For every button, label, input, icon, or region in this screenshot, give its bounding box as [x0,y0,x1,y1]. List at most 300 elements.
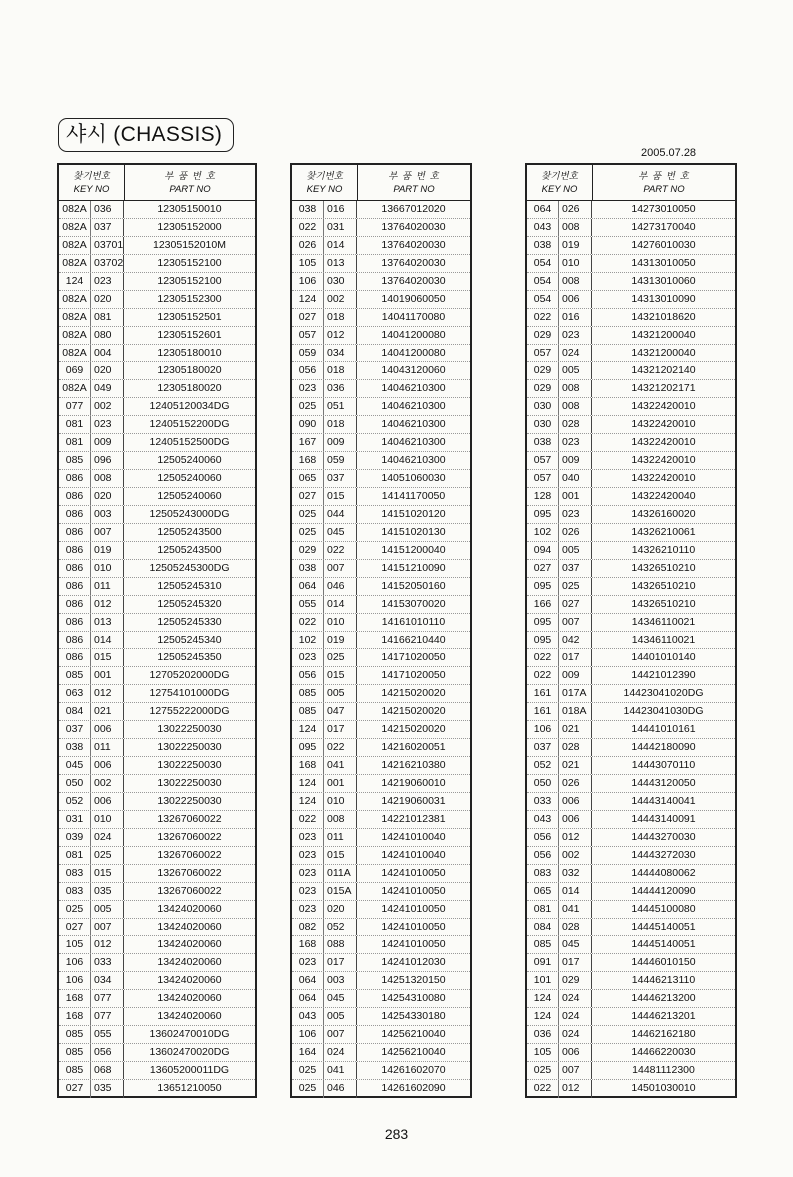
key-no-suffix: 028 [558,739,592,756]
key-no-suffix: 018 [323,362,357,379]
part-no: 13424020060 [157,974,222,987]
key-no-suffix: 023 [90,273,124,290]
key-no-suffix: 037 [90,219,124,236]
part-no: 13424020060 [157,920,222,933]
key-no-prefix: 050 [533,777,552,789]
part-no: 12505240060 [157,472,222,485]
key-no-suffix: 008 [90,470,124,487]
part-no: 14041200080 [381,328,446,341]
key-no-header-ko: 찾기번호 [306,170,343,182]
key-no-prefix: 086 [65,507,84,520]
part-no: 14321202140 [631,364,696,377]
key-no-prefix: 095 [298,741,317,754]
key-no-suffix: 042 [558,632,592,649]
key-no-prefix: 057 [533,346,552,359]
key-no-suffix: 055 [90,1026,124,1043]
key-no-suffix: 023 [90,416,124,433]
key-no-prefix: 168 [298,938,317,951]
table-row [59,560,255,578]
part-no: 14321200040 [631,328,696,341]
key-no-prefix: 106 [533,723,552,736]
key-no-prefix: 081 [65,848,84,861]
table-row [59,201,255,219]
key-no-suffix: 007 [323,560,357,577]
key-no-prefix: 161 [533,687,552,700]
key-no-suffix: 006 [90,793,124,810]
part-no: 14326160020 [631,507,696,520]
key-no-suffix: 03702 [90,255,124,272]
key-no-suffix: 041 [323,757,357,774]
part-no-header-en: PART NO [169,183,211,195]
key-no-prefix: 124 [533,1010,552,1023]
table-row [59,488,255,506]
table-row [292,470,470,488]
table-row [59,865,255,883]
part-no: 14326210061 [631,525,696,538]
key-no-suffix: 024 [558,1026,592,1043]
part-no: 14261602070 [381,1064,446,1076]
key-no-suffix: 012 [90,685,124,702]
key-no-suffix: 03701 [90,237,124,254]
key-no-prefix: 082A [62,292,87,305]
key-no-suffix: 006 [558,811,592,828]
key-no-suffix: 015 [323,488,357,505]
key-no-prefix: 086 [65,579,84,592]
part-no: 14322420010 [631,418,696,431]
key-no-prefix: 030 [533,400,552,413]
key-no-prefix: 027 [65,1081,84,1094]
key-no-suffix: 040 [558,470,592,487]
key-no-suffix: 019 [323,632,357,649]
key-no-suffix: 014 [90,632,124,649]
part-no: 13424020060 [157,956,222,969]
table-row [527,1080,735,1098]
table-row [292,542,470,560]
key-no-suffix: 027 [558,596,592,613]
table-row [527,954,735,972]
part-no: 14322420010 [631,454,696,467]
key-no-prefix: 022 [298,812,317,825]
key-no-prefix: 029 [533,382,552,395]
table-row [292,578,470,596]
part-no: 14321018620 [631,310,696,323]
part-no: 14442180090 [631,741,696,754]
part-no: 14443140041 [631,794,696,807]
key-no-suffix: 019 [90,542,124,559]
part-no: 14241010040 [381,848,446,861]
key-no-prefix: 102 [533,525,552,538]
table-row [292,1044,470,1062]
key-no-suffix: 047 [323,703,357,720]
table-row [527,1044,735,1062]
key-no-suffix: 015A [323,883,357,900]
table-row [292,883,470,901]
key-no-suffix: 005 [323,685,357,702]
table-row [292,1062,470,1080]
key-no-prefix: 022 [298,220,317,233]
table-row [292,506,470,524]
table-row [527,434,735,452]
key-no-suffix: 005 [558,362,592,379]
table-row [292,273,470,291]
table-row [527,847,735,865]
key-no-prefix: 086 [65,490,84,502]
table-row [59,434,255,452]
key-no-prefix: 105 [65,938,84,951]
key-no-prefix: 168 [65,992,84,1005]
key-no-prefix: 101 [533,974,552,987]
part-no: 14166210440 [381,633,446,646]
key-no-header [59,165,125,200]
table-row [59,219,255,237]
parts-table-1 [57,163,257,1098]
table-row [292,398,470,416]
table-row [292,255,470,273]
part-no: 12305180010 [157,346,222,359]
key-no-suffix: 014 [323,596,357,613]
key-no-prefix: 064 [298,992,317,1005]
key-no-prefix: 085 [65,669,84,682]
key-no-prefix: 105 [298,256,317,269]
table-row [527,255,735,273]
part-no: 14041170080 [381,310,446,323]
key-no-suffix: 007 [90,919,124,936]
part-no: 14273170040 [631,220,696,233]
table-row [292,721,470,739]
table-row [527,901,735,919]
table-row [527,470,735,488]
table-row [292,237,470,255]
key-no-prefix: 085 [65,1028,84,1041]
part-no: 14043120060 [381,364,446,377]
part-no: 14446010150 [631,956,696,969]
key-no-suffix: 024 [323,1044,357,1061]
key-no-suffix: 032 [558,865,592,882]
table-row [59,847,255,865]
key-no-suffix: 017A [558,685,592,702]
table-row [527,883,735,901]
part-no: 13424020060 [157,1010,222,1023]
part-no: 14444080062 [631,866,696,879]
key-no-suffix: 007 [323,1026,357,1043]
part-no: 12755222000DG [149,705,230,718]
part-no: 13022250030 [157,723,222,736]
key-no-prefix: 022 [533,310,552,323]
key-no-prefix: 037 [65,723,84,736]
key-no-prefix: 085 [65,1046,84,1059]
part-no: 12505245340 [157,633,222,646]
table-row [59,739,255,757]
key-no-suffix: 002 [323,291,357,308]
table-row [292,811,470,829]
table-row [527,1008,735,1026]
part-no: 14215020020 [381,687,446,700]
table-row [527,793,735,811]
part-no: 12505240060 [157,454,222,467]
part-no: 14241012030 [381,956,446,969]
key-no-suffix: 045 [558,936,592,953]
table-row [527,309,735,327]
key-no-suffix: 018 [323,416,357,433]
part-no: 14466220030 [631,1046,696,1059]
key-no-prefix: 054 [533,274,552,287]
key-no-prefix: 025 [65,902,84,915]
key-no-prefix: 063 [65,687,84,700]
key-no-suffix: 077 [90,990,124,1007]
key-no-suffix: 030 [323,273,357,290]
part-no: 14219060010 [381,777,446,789]
table-row [59,327,255,345]
part-no: 12505243500 [157,543,222,556]
key-no-prefix: 095 [533,579,552,592]
part-no: 14326510210 [631,597,696,610]
key-no-suffix: 011 [323,829,357,846]
part-no: 12754101000DG [149,687,230,700]
key-no-suffix: 059 [323,452,357,469]
table-row [59,757,255,775]
key-no-prefix: 168 [298,759,317,772]
key-no-suffix: 001 [323,775,357,792]
table-row [292,775,470,793]
key-no-prefix: 023 [298,956,317,969]
key-no-prefix: 082A [62,328,87,341]
key-no-suffix: 008 [323,811,357,828]
key-no-suffix: 096 [90,452,124,469]
table-row [292,972,470,990]
table-row [292,219,470,237]
key-no-prefix: 167 [298,436,317,449]
part-no: 12305152501 [157,310,222,323]
key-no-prefix: 069 [65,364,84,377]
part-no: 14443270030 [631,830,696,843]
key-no-suffix: 020 [90,362,124,379]
key-no-prefix: 085 [65,1064,84,1076]
key-no-prefix: 083 [65,866,84,879]
table-row [59,345,255,363]
table-row [527,757,735,775]
key-no-prefix: 082A [62,203,87,215]
part-no: 13267060022 [157,830,222,843]
part-no: 13605200011DG [149,1064,230,1076]
key-no-suffix: 012 [90,936,124,953]
key-no-prefix: 038 [298,561,317,574]
part-no: 14219060031 [381,794,446,807]
part-no: 12505245300DG [149,561,230,574]
key-no-prefix: 128 [533,490,552,502]
part-no: 13764020030 [381,274,446,287]
part-no: 13022250030 [157,777,222,789]
table-row [527,506,735,524]
key-no-suffix: 005 [558,542,592,559]
table-row [527,398,735,416]
table-row [292,793,470,811]
part-no: 14046210300 [381,454,446,467]
key-no-prefix: 043 [533,812,552,825]
part-no: 14445100080 [631,902,696,915]
table-row [527,273,735,291]
part-no: 14444120090 [631,884,696,897]
part-no: 14215020020 [381,723,446,736]
part-no: 13267060022 [157,884,222,897]
part-no: 13764020030 [381,238,446,251]
part-no: 14241010040 [381,830,446,843]
key-no-suffix: 068 [90,1062,124,1079]
key-no-prefix: 081 [533,902,552,915]
key-no-prefix: 064 [298,974,317,987]
table-row [292,632,470,650]
key-no-prefix: 106 [65,956,84,969]
table-row [292,649,470,667]
table-row [527,291,735,309]
key-no-suffix: 002 [90,398,124,415]
table-row [59,972,255,990]
table-row [59,542,255,560]
table-row [527,721,735,739]
table-row [59,649,255,667]
key-no-prefix: 091 [533,956,552,969]
part-no: 13764020030 [381,220,446,233]
key-no-prefix: 124 [298,777,317,789]
key-no-prefix: 025 [533,1064,552,1076]
key-no-header-en: KEY NO [73,183,110,195]
key-no-prefix: 082A [62,256,87,269]
part-no: 14313010060 [631,274,696,287]
part-no: 14462162180 [631,1028,696,1041]
part-no: 14346110021 [631,633,696,646]
table-row [292,380,470,398]
part-no: 14216210380 [381,759,446,772]
key-no-prefix: 025 [298,1064,317,1076]
table-row [59,936,255,954]
key-no-suffix: 035 [90,1080,124,1098]
key-no-prefix: 050 [65,777,84,789]
table-row [59,237,255,255]
key-no-prefix: 022 [533,669,552,682]
table-row [292,1080,470,1098]
part-no: 14241010050 [381,884,446,897]
part-no: 14256210040 [381,1028,446,1041]
part-no: 14161010110 [381,615,446,628]
key-no-prefix: 055 [298,597,317,610]
part-no: 14241010050 [381,938,446,951]
part-no: 12305152010M [153,238,226,251]
parts-table-2 [290,163,472,1098]
key-no-suffix: 024 [558,990,592,1007]
key-no-suffix: 052 [323,919,357,936]
key-no-suffix: 025 [558,578,592,595]
key-no-suffix: 006 [90,757,124,774]
part-no: 14019060050 [381,292,446,305]
key-no-suffix: 009 [90,434,124,451]
table-row [292,919,470,937]
key-no-prefix: 027 [298,490,317,502]
table-row [527,865,735,883]
key-no-suffix: 006 [558,291,592,308]
table-row [527,703,735,721]
table-row [527,649,735,667]
part-no: 12705202000DG [149,669,230,682]
table-row [292,416,470,434]
key-no-suffix: 049 [90,380,124,397]
key-no-prefix: 023 [298,830,317,843]
part-no: 13424020060 [157,902,222,915]
table-row [292,739,470,757]
key-no-prefix: 056 [298,364,317,377]
key-no-suffix: 021 [558,721,592,738]
key-no-prefix: 023 [298,884,317,897]
key-no-prefix: 086 [65,525,84,538]
key-no-suffix: 051 [323,398,357,415]
key-no-prefix: 166 [533,597,552,610]
key-no-prefix: 038 [298,203,317,215]
part-no: 14151200040 [381,543,446,556]
key-no-suffix: 003 [90,506,124,523]
key-no-prefix: 023 [298,866,317,879]
part-no: 13651210050 [157,1081,222,1094]
table-row [59,291,255,309]
part-no: 12305152300 [157,292,222,305]
table-row [292,524,470,542]
part-no: 14046210300 [381,400,446,413]
key-no-suffix: 021 [90,703,124,720]
key-no-prefix: 164 [298,1046,317,1059]
key-no-suffix: 028 [558,919,592,936]
key-no-prefix: 082A [62,346,87,359]
key-no-suffix: 006 [558,1044,592,1061]
key-no-prefix: 025 [298,1081,317,1094]
table-row [292,614,470,632]
key-no-prefix: 082A [62,220,87,233]
key-no-prefix: 168 [65,1010,84,1023]
part-no: 12505243000DG [149,507,230,520]
key-no-suffix: 022 [323,542,357,559]
table-row [59,1062,255,1080]
part-no: 14321200040 [631,346,696,359]
key-no-prefix: 105 [533,1046,552,1059]
part-no: 14152050160 [381,579,446,592]
key-no-prefix: 059 [298,346,317,359]
part-no: 14251320150 [381,974,446,987]
table-row [292,667,470,685]
key-no-suffix: 019 [558,237,592,254]
document-date: 2005.07.28 [641,147,697,159]
part-no: 14046210300 [381,418,446,431]
part-no: 13602470020DG [149,1046,230,1059]
key-no-prefix: 102 [298,633,317,646]
table-row [527,219,735,237]
page-number: 283 [384,1126,409,1142]
key-no-prefix: 065 [533,884,552,897]
key-no-suffix: 018A [558,703,592,720]
key-no-prefix: 043 [298,1010,317,1023]
table-row [527,685,735,703]
part-no: 12305180020 [157,364,222,377]
key-no-suffix: 023 [558,327,592,344]
part-no: 14221012381 [381,812,446,825]
part-no: 12505245320 [157,597,222,610]
table-row [59,721,255,739]
key-no-prefix: 168 [298,454,317,467]
part-no: 13667012020 [381,203,446,215]
table-header [527,165,735,201]
key-no-suffix: 017 [323,721,357,738]
key-no-suffix: 020 [323,901,357,918]
key-no-suffix: 020 [90,488,124,505]
part-no: 13424020060 [157,938,222,951]
key-no-prefix: 077 [65,400,84,413]
key-no-suffix: 009 [558,452,592,469]
part-no: 14501030010 [631,1081,696,1094]
